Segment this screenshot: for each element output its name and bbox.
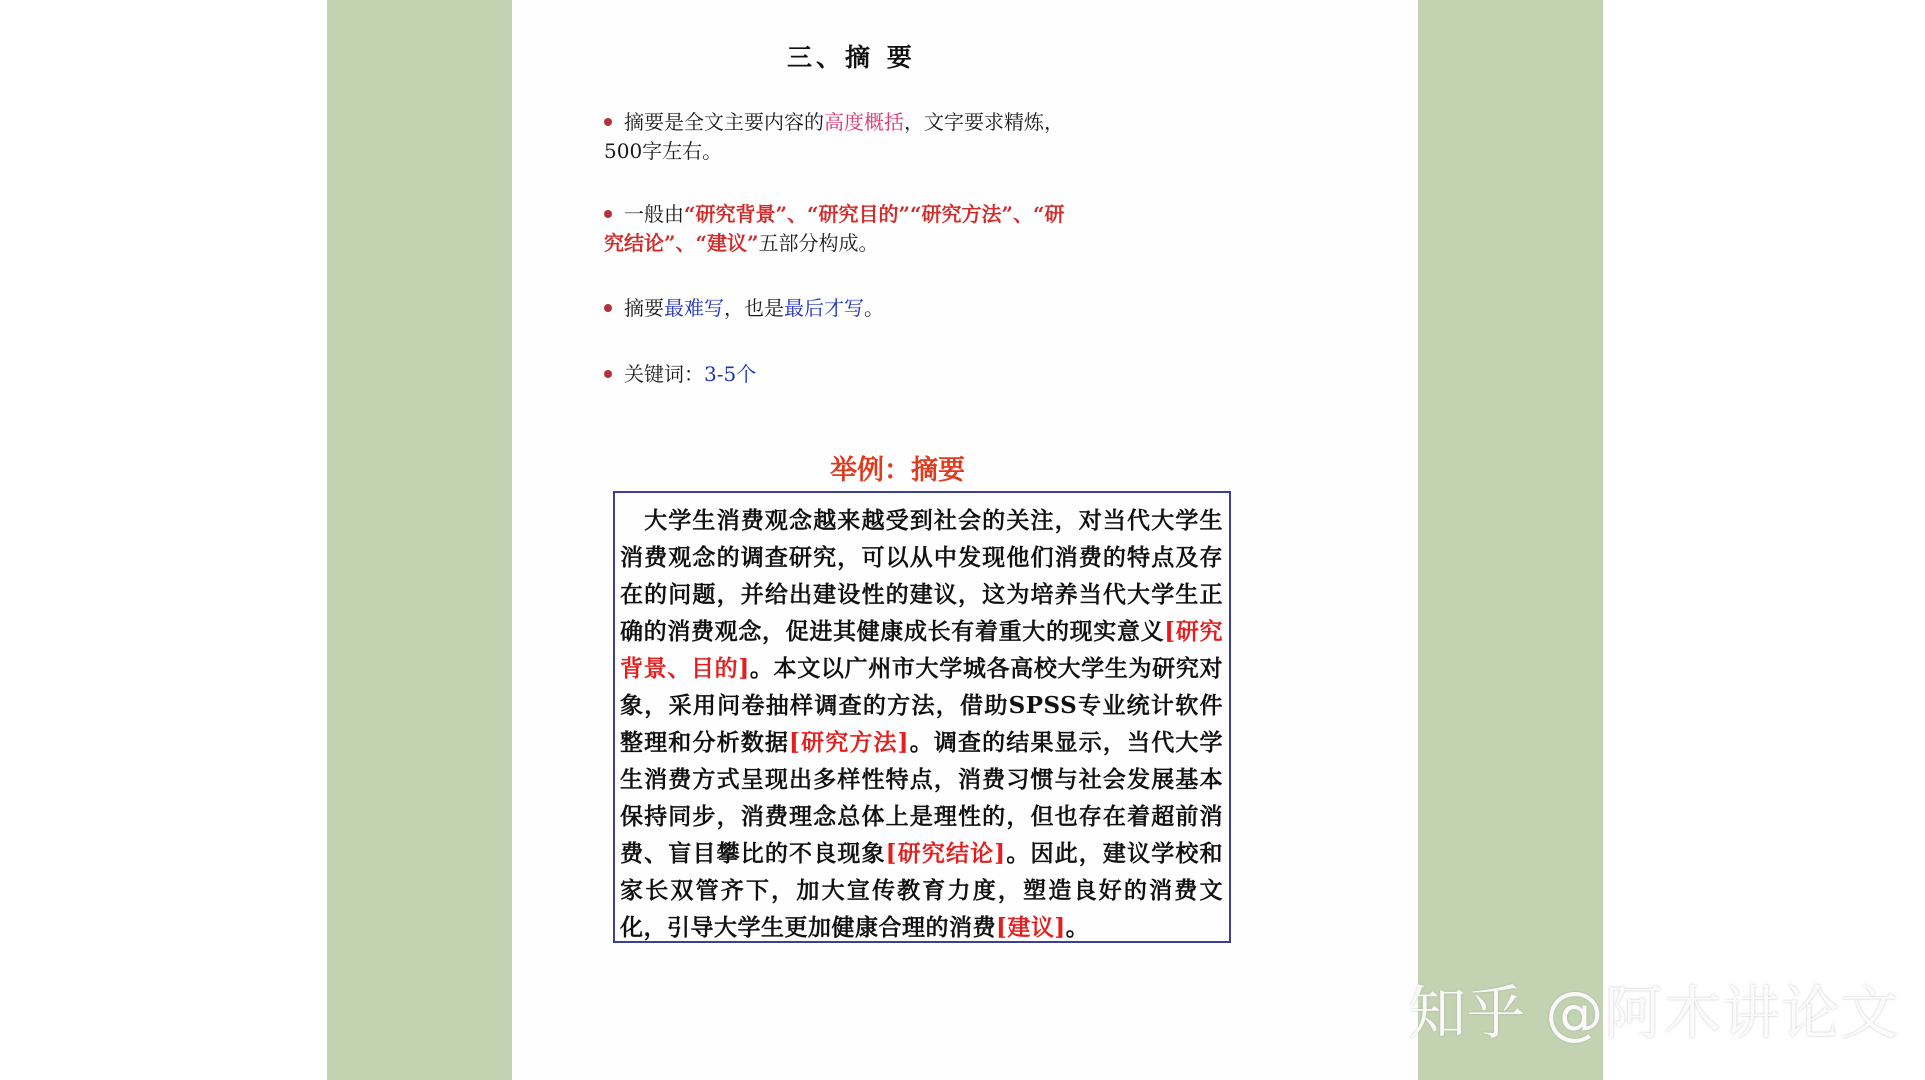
document-page (512, 0, 1418, 1080)
bullet-text: 摘要是全文主要内容的 (624, 110, 824, 134)
example-text: 大学生消费观念越来越受到社会的关注，对当代大学生消费观念的调查研究，可以从中发现他们消费的特点及存在的问题，并给出建设性的建议，这为培养当代大学生正确的消费观念，促进其健康成长有着重大的现实意义 (620, 507, 1223, 645)
bullet-text: ，也是 (724, 296, 784, 320)
example-text: 。因此，建议学校和家长双管齐下，加大宣传教育力度，塑造良好的消费文化，引导大学生更加健康合理的消费 (620, 840, 1224, 941)
bullet-keywords (604, 360, 1084, 389)
bullet-text: 一般由 (624, 202, 684, 226)
bullet-text: ，文字要求精炼，500字左右。 (604, 110, 1064, 163)
bullet-dot-icon (604, 304, 612, 312)
watermark: 知乎 @阿木讲论文 (1408, 979, 1900, 1047)
right-green-band (1418, 0, 1603, 1080)
bullet-highlight: 3-5个 (704, 362, 757, 386)
bullet-dot-icon (604, 118, 612, 126)
example-text: 。 (1065, 914, 1090, 941)
bullet-dot-icon (604, 210, 612, 218)
bullet-text: 关键词： (624, 362, 704, 386)
bullet-summary-parts (604, 200, 1084, 258)
example-tag-method: [研究方法] (789, 729, 910, 756)
example-text: 。调查的结果显示，当代大学生消费方式呈现出多样性特点，消费习惯与社会发展基本保持同步，消费理念总体上是理性的，但也存在着超前消费、盲目攀比的不良现象 (620, 729, 1224, 867)
example-tag-background: [研究背景、目的] (620, 618, 1223, 682)
left-green-band (327, 0, 512, 1080)
bullet-highlight: 最难写 (664, 296, 724, 320)
example-tag-suggestion: [建议] (996, 914, 1066, 941)
bullet-highlight: 高度概括 (824, 110, 904, 134)
example-tag-conclusion: [研究结论] (885, 840, 1006, 867)
example-abstract-box (613, 491, 1231, 943)
example-text: 。本文以广州市大学城各高校大学生为研究对象，采用问卷抽样调查的方法，借助SPSS专业统计软件整理和分析数据 (620, 655, 1224, 756)
bullet-highlight: “研究背景”、“研究目的”“研究方法”、“研究结论”、“建议” (604, 202, 1065, 255)
bullet-summary-definition (604, 108, 1084, 166)
bullet-summary-writing-order (604, 294, 1084, 323)
bullet-text: 摘要 (624, 296, 664, 320)
bullet-dot-icon (604, 370, 612, 378)
bullet-text: 。 (864, 296, 884, 320)
bullet-text: 五部分构成。 (758, 231, 879, 255)
example-title: 举例：摘要 (830, 455, 965, 486)
bullet-highlight: 最后才写 (784, 296, 864, 320)
section-title: 三、摘 要 (787, 43, 916, 72)
